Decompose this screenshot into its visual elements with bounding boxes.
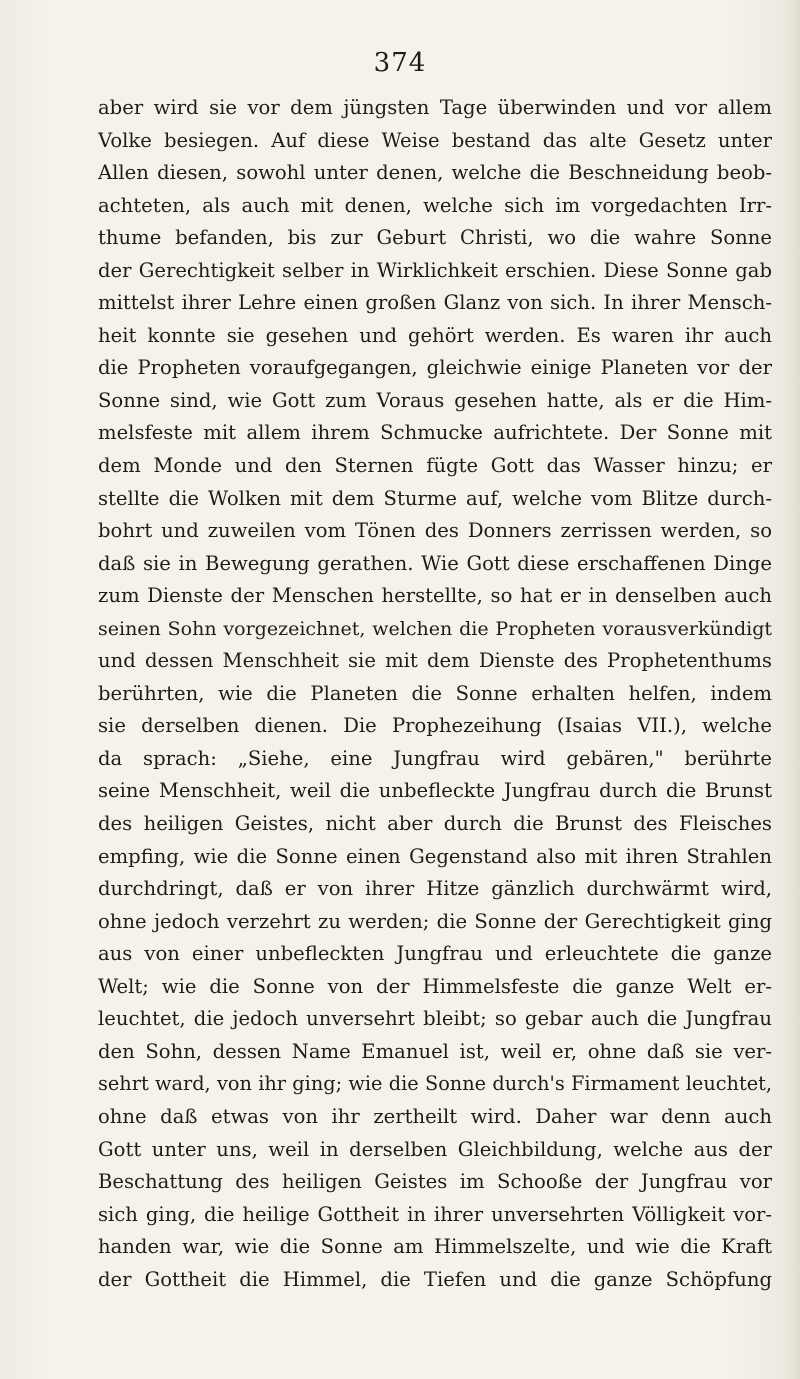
text-line: handen war, wie die Sonne am Himmelszelte, und wie die Kraft (98, 1235, 772, 1259)
body-text (98, 92, 772, 1296)
text-line: Sonne sind, wie Gott zum Voraus gesehen hatte, als er die Him- (98, 388, 772, 412)
text-line: melsfeste mit allem ihrem Schmucke aufrichtete. Der Sonne mit (98, 421, 772, 445)
text-line: Welt; wie die Sonne von der Himmelsfeste die ganze Welt er- (98, 974, 772, 998)
text-line: ohne jedoch verzehrt zu werden; die Sonne der Gerechtigkeit ging (98, 909, 772, 933)
text-line: aus von einer unbefleckten Jungfrau und erleuchtete die ganze (98, 942, 772, 966)
text-line: der Gottheit die Himmel, die Tiefen und die ganze Schöpfung (98, 1267, 772, 1291)
text-line: heit konnte sie gesehen und gehört werden. Es waren ihr auch (98, 323, 772, 347)
text-line: bohrt und zuweilen vom Tönen des Donners zerrissen werden, so (98, 519, 772, 543)
text-line: die Propheten voraufgegangen, gleichwie einige Planeten vor der (98, 356, 772, 380)
text-line: berührten, wie die Planeten die Sonne erhalten helfen, indem (98, 681, 772, 705)
text-line: durchdringt, daß er von ihrer Hitze gänzlich durchwärmt wird, (98, 877, 772, 901)
text-line: Allen diesen, sowohl unter denen, welche die Beschneidung beob- (98, 161, 772, 185)
text-line: stellte die Wolken mit dem Sturme auf, welche vom Blitze durch- (98, 486, 772, 510)
text-line: Volke besiegen. Auf diese Weise bestand das alte Gesetz unter (98, 128, 772, 152)
text-line: empfing, wie die Sonne einen Gegenstand also mit ihren Strahlen (98, 844, 772, 868)
text-line: da sprach: „Siehe, eine Jungfrau wird gebären," berührte (98, 746, 772, 770)
text-line: der Gerechtigkeit selber in Wirklichkeit erschien. Diese Sonne gab (98, 258, 772, 282)
text-line: den Sohn, dessen Name Emanuel ist, weil er, ohne daß sie ver- (98, 1039, 772, 1063)
text-line: dem Monde und den Sternen fügte Gott das Wasser hinzu; er (98, 454, 772, 478)
text-line: leuchtet, die jedoch unversehrt bleibt; so gebar auch die Jungfrau (98, 1007, 772, 1031)
text-line: aber wird sie vor dem jüngsten Tage überwinden und vor allem (98, 96, 772, 119)
text-line: achteten, als auch mit denen, welche sich im vorgedachten Irr- (98, 193, 772, 217)
page-number: 374 (373, 48, 427, 78)
text-line: seinen Sohn vorgezeichnet, welchen die Propheten vorausverkündigt (98, 617, 772, 640)
page-edge-shadow (786, 0, 800, 1379)
text-line: sich ging, die heilige Gottheit in ihrer unversehrten Völligkeit vor- (98, 1202, 772, 1226)
text-line: seine Menschheit, weil die unbefleckte Jungfrau durch die Brunst (98, 779, 772, 803)
text-line: zum Dienste der Menschen herstellte, so hat er in denselben auch (98, 584, 772, 608)
text-line: des heiligen Geistes, nicht aber durch die Brunst des Fleisches (98, 812, 772, 836)
text-line: thume befanden, bis zur Geburt Christi, wo die wahre Sonne (98, 226, 772, 250)
text-line: Beschattung des heiligen Geistes im Schooße der Jungfrau vor (98, 1170, 772, 1194)
text-line: daß sie in Bewegung gerathen. Wie Gott diese erschaffenen Dinge (98, 551, 772, 575)
text-line: sie derselben dienen. Die Prophezeihung (Isaias VII.), welche (98, 714, 772, 738)
text-line: Gott unter uns, weil in derselben Gleichbildung, welche aus der (98, 1137, 772, 1161)
text-line: sehrt ward, von ihr ging; wie die Sonne durch's Firmament leuchtet, (98, 1072, 772, 1096)
text-line: ohne daß etwas von ihr zertheilt wird. Daher war denn auch (98, 1104, 772, 1128)
text-line: und dessen Menschheit sie mit dem Dienste des Prophetenthums (98, 649, 772, 673)
text-line: mittelst ihrer Lehre einen großen Glanz von sich. In ihrer Mensch- (98, 291, 772, 315)
